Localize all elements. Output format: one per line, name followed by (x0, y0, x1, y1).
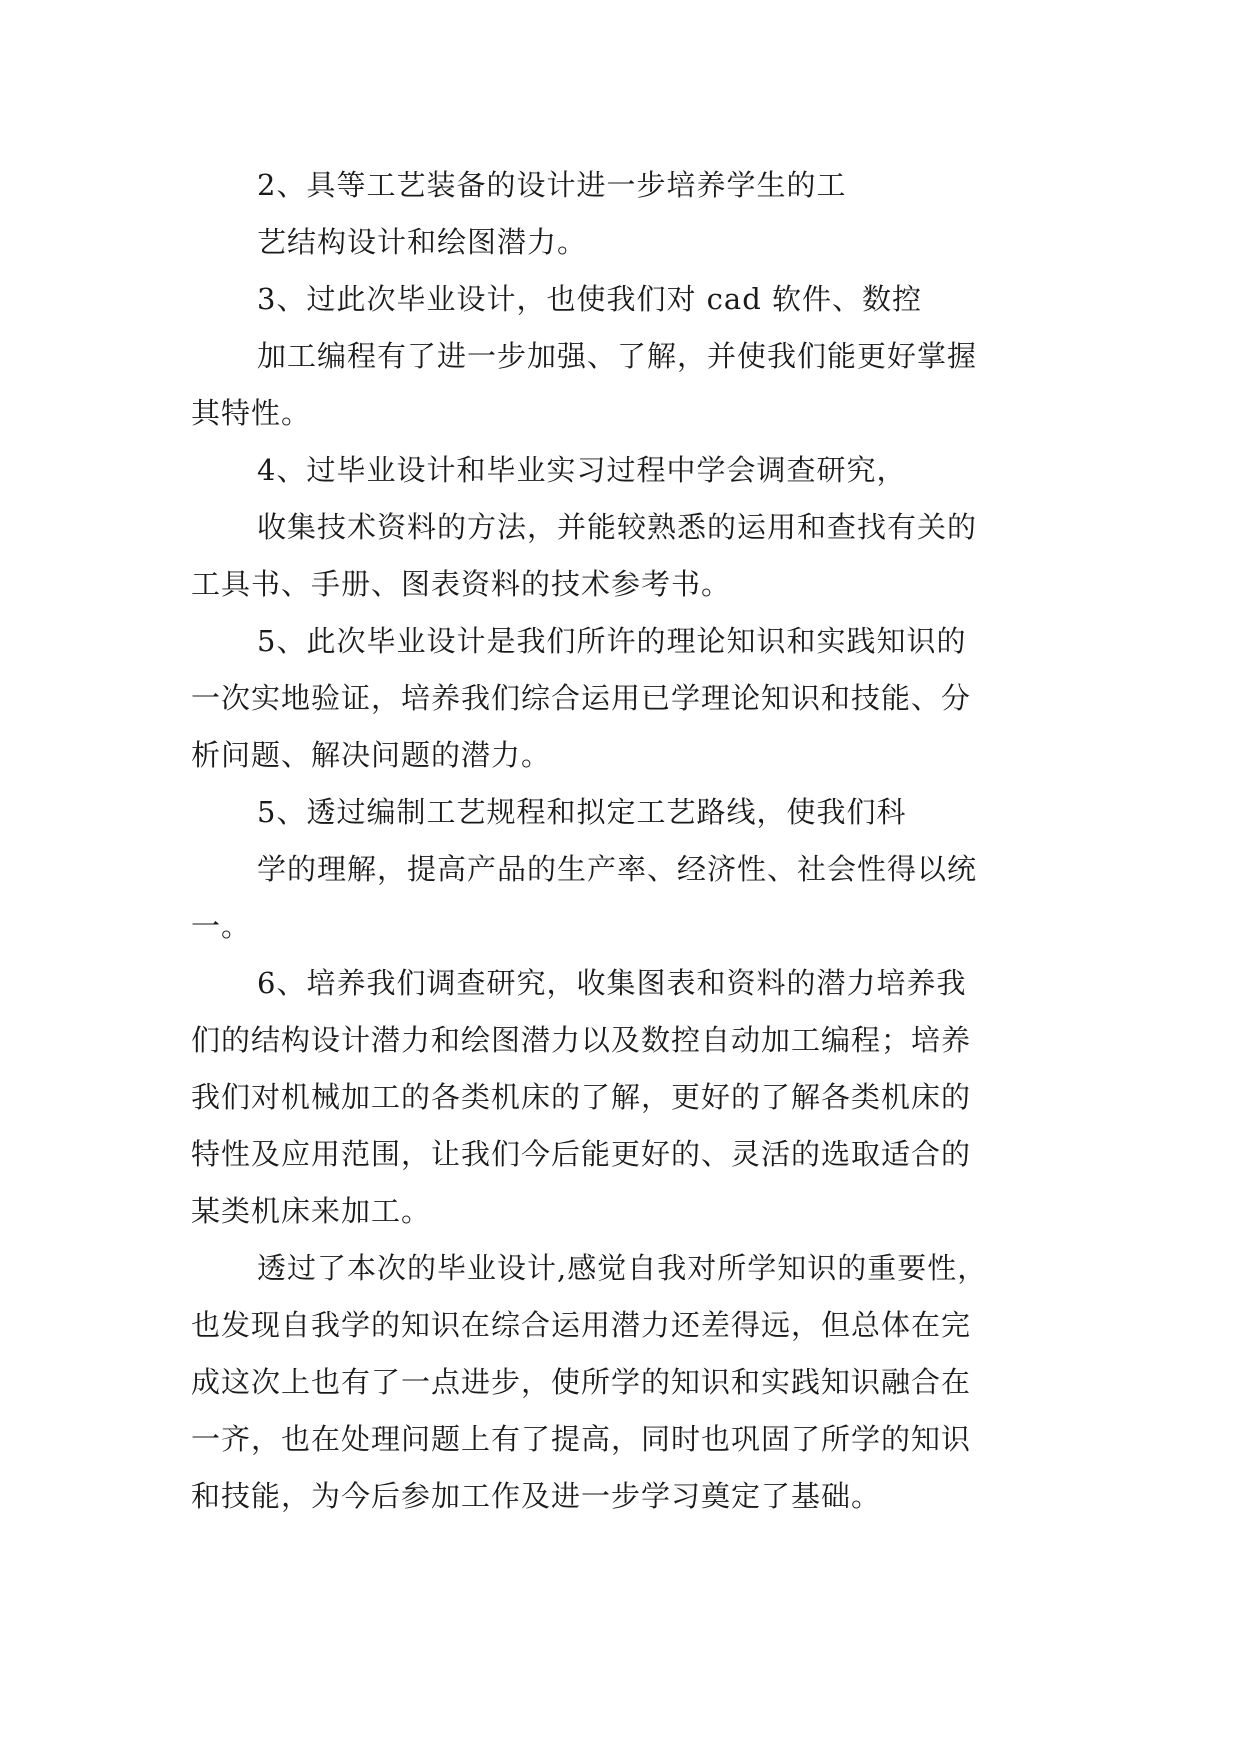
text-line-20: 透过了本次的毕业设计,感觉自我对所学知识的重要性， (257, 1251, 988, 1285)
text-line-11: 析问题、解决问题的潜力。 (191, 738, 552, 772)
text-line-4: 加工编程有了进一步加强、了解，并使我们能更好掌握 (257, 339, 978, 373)
text-line-24: 和技能，为今后参加工作及进一步学习奠定了基础。 (191, 1479, 882, 1513)
text-line-3: 3、过此次毕业设计，也使我们对 cad 软件、数控 (257, 282, 922, 316)
text-line-8: 工具书、手册、图表资料的技术参考书。 (191, 567, 732, 601)
text-line-13: 学的理解，提高产品的生产率、经济性、社会性得以统 (257, 852, 978, 886)
text-line-19: 某类机床来加工。 (191, 1194, 432, 1228)
text-line-18: 特性及应用范围，让我们今后能更好的、灵活的选取适合的 (191, 1137, 972, 1171)
text-line-21: 也发现自我学的知识在综合运用潜力还差得远，但总体在完 (191, 1308, 972, 1342)
text-line-14: 一。 (191, 909, 252, 943)
text-line-9: 5、此次毕业设计是我们所许的理论知识和实践知识的 (257, 624, 967, 658)
text-line-5: 其特性。 (191, 396, 312, 430)
text-line-15: 6、培养我们调查研究，收集图表和资料的潜力培养我 (257, 966, 967, 1000)
text-line-7: 收集技术资料的方法，并能较熟悉的运用和查找有关的 (257, 510, 978, 544)
text-line-6: 4、过毕业设计和毕业实习过程中学会调查研究， (257, 453, 907, 487)
text-line-23: 一齐，也在处理问题上有了提高，同时也巩固了所学的知识 (191, 1422, 972, 1456)
text-line-22: 成这次上也有了一点进步，使所学的知识和实践知识融合在 (191, 1365, 972, 1399)
text-line-1: 2、具等工艺装备的设计进一步培养学生的工 (257, 168, 847, 202)
text-line-12: 5、透过编制工艺规程和拟定工艺路线，使我们科 (257, 795, 907, 829)
text-line-2: 艺结构设计和绘图潜力。 (257, 225, 588, 259)
text-line-17: 我们对机械加工的各类机床的了解，更好的了解各类机床的 (191, 1080, 972, 1114)
text-line-16: 们的结构设计潜力和绘图潜力以及数控自动加工编程；培养 (191, 1023, 972, 1057)
text-line-10: 一次实地验证，培养我们综合运用已学理论知识和技能、分 (191, 681, 972, 715)
